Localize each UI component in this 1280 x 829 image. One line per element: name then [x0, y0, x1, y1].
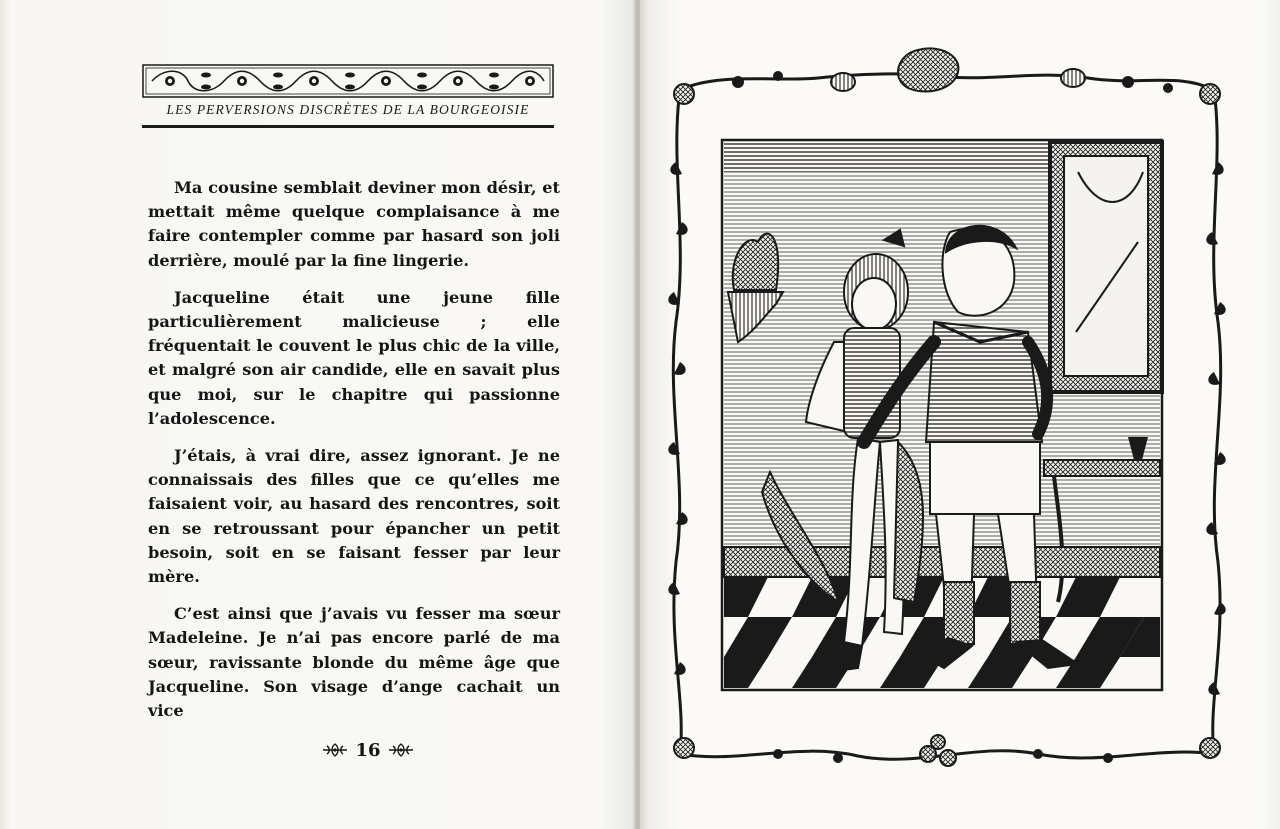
running-head [142, 64, 554, 128]
paragraph-2: Jacqueline était une jeune fille particulièrement malicieuse ; elle fréquentait le couvent le plus chic de la ville, et malgré son air candide, elle en savait plus que moi, sur le chapitre qui passionne l’adolescence. [148, 287, 560, 428]
page-number: 16 [355, 739, 381, 761]
left-page [0, 0, 636, 829]
paragraph-4: C’est ainsi que j’avais vu fesser ma sœur Madeleine. Je n’ai pas encore parlé de ma sœur, ravissante blonde du même âge que Jacqueline. Son visage d’ange cachait un vice [148, 604, 560, 721]
page-number-block [318, 736, 418, 764]
body-text [148, 176, 560, 736]
fleuron-right-icon [387, 743, 415, 757]
engraving-illustration [658, 42, 1238, 782]
running-head-rule [142, 125, 554, 128]
fleuron-left-icon [321, 743, 349, 757]
running-head-title: LES PERVERSIONS DISCRÈTES DE LA BOURGEOISIE [166, 102, 530, 117]
paragraph-3: J’étais, à vrai dire, assez ignorant. Je ne connaissais des filles que ce qu’elles me faisaient voir, au hasard des rencontres, soit en se retroussant pour épancher un petit besoin, soit en se faisant fesser par leur mère. [148, 446, 560, 587]
paragraph-1: Ma cousine semblait deviner mon désir, et mettait même quelque complaisance à me faire contempler comme par hasard son joli derrière, moulé par la fine lingerie. [148, 178, 560, 270]
scroll-ornament-band [142, 64, 554, 98]
